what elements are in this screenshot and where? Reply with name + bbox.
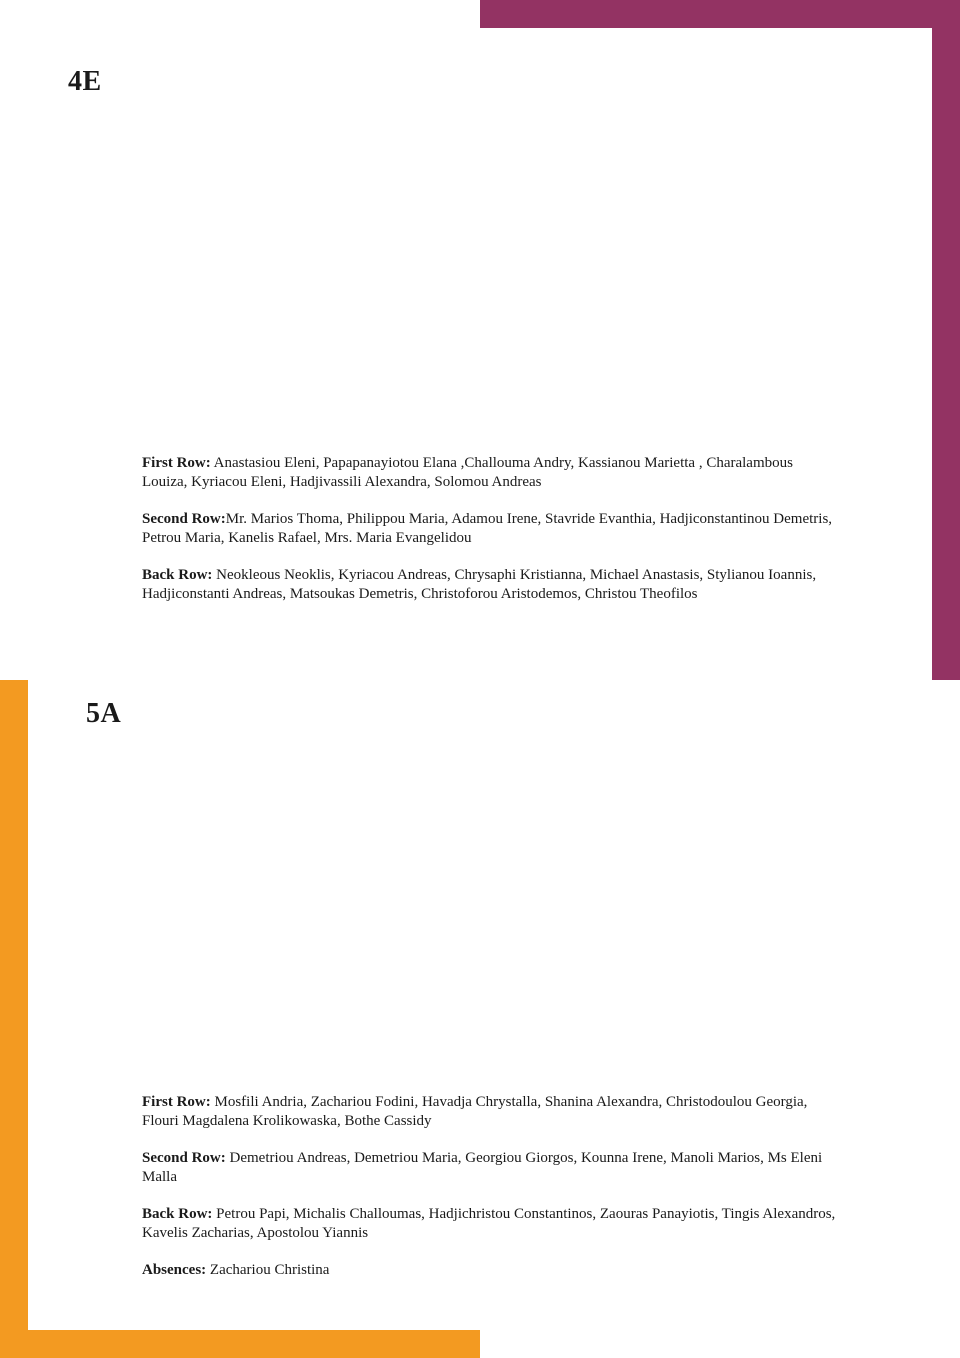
row-label: Second Row: bbox=[142, 1150, 226, 1166]
caption-row-back bbox=[142, 566, 842, 604]
row-names: Anastasiou Eleni, Papapanayiotou Elana ,Challouma Andry, Kassianou Marietta , Charalambous Louiza, Kyriacou Eleni, Hadjivassili Alexandra, Solomou Andreas bbox=[142, 455, 793, 490]
row-label: Back Row: bbox=[142, 1206, 213, 1222]
row-names: Mr. Marios Thoma, Philippou Maria, Adamou Irene, Stavride Evanthia, Hadjiconstantinou Demetris, Petrou Maria, Kanelis Rafael, Mrs. Maria Evangelidou bbox=[142, 511, 833, 546]
caption-row-second bbox=[142, 510, 842, 548]
purple-frame-top bbox=[480, 0, 960, 28]
class-heading-5a: 5A bbox=[86, 698, 122, 729]
row-label: Second Row: bbox=[142, 511, 226, 527]
row-names: Neokleous Neoklis, Kyriacou Andreas, Chrysaphi Kristianna, Michael Anastasis, Stylianou Ioannis, Hadjiconstanti Andreas, Matsoukas Demetris, Christoforou Aristodemos, Christou Theofilos bbox=[142, 567, 817, 602]
row-label: Back Row: bbox=[142, 567, 213, 583]
class-heading-4e: 4E bbox=[68, 66, 102, 97]
orange-frame-bottom bbox=[0, 1330, 480, 1358]
caption-row-back bbox=[142, 1205, 842, 1243]
row-label: First Row: bbox=[142, 455, 211, 471]
row-names: Mosfili Andria, Zachariou Fodini, Havadja Chrystalla, Shanina Alexandra, Christodoulou Georgia, Flouri Magdalena Krolikowaska, Bothe Cassidy bbox=[142, 1094, 808, 1129]
row-names: Zachariou Christina bbox=[206, 1262, 330, 1278]
caption-row-second bbox=[142, 1149, 842, 1187]
caption-row-first bbox=[142, 1093, 842, 1131]
caption-5a bbox=[142, 1093, 842, 1298]
caption-4e bbox=[142, 454, 842, 622]
caption-row-absences bbox=[142, 1261, 842, 1280]
caption-row-first bbox=[142, 454, 842, 492]
orange-frame-left bbox=[0, 680, 28, 1358]
purple-frame-right bbox=[932, 0, 960, 680]
row-label: Absences: bbox=[142, 1262, 207, 1278]
row-names: Demetriou Andreas, Demetriou Maria, Georgiou Giorgos, Kounna Irene, Manoli Marios, Ms Eleni Malla bbox=[142, 1150, 823, 1185]
row-label: First Row: bbox=[142, 1094, 211, 1110]
row-names: Petrou Papi, Michalis Challoumas, Hadjichristou Constantinos, Zaouras Panayiotis, Tingis Alexandros, Kavelis Zacharias, Apostolou Yiannis bbox=[142, 1206, 836, 1241]
